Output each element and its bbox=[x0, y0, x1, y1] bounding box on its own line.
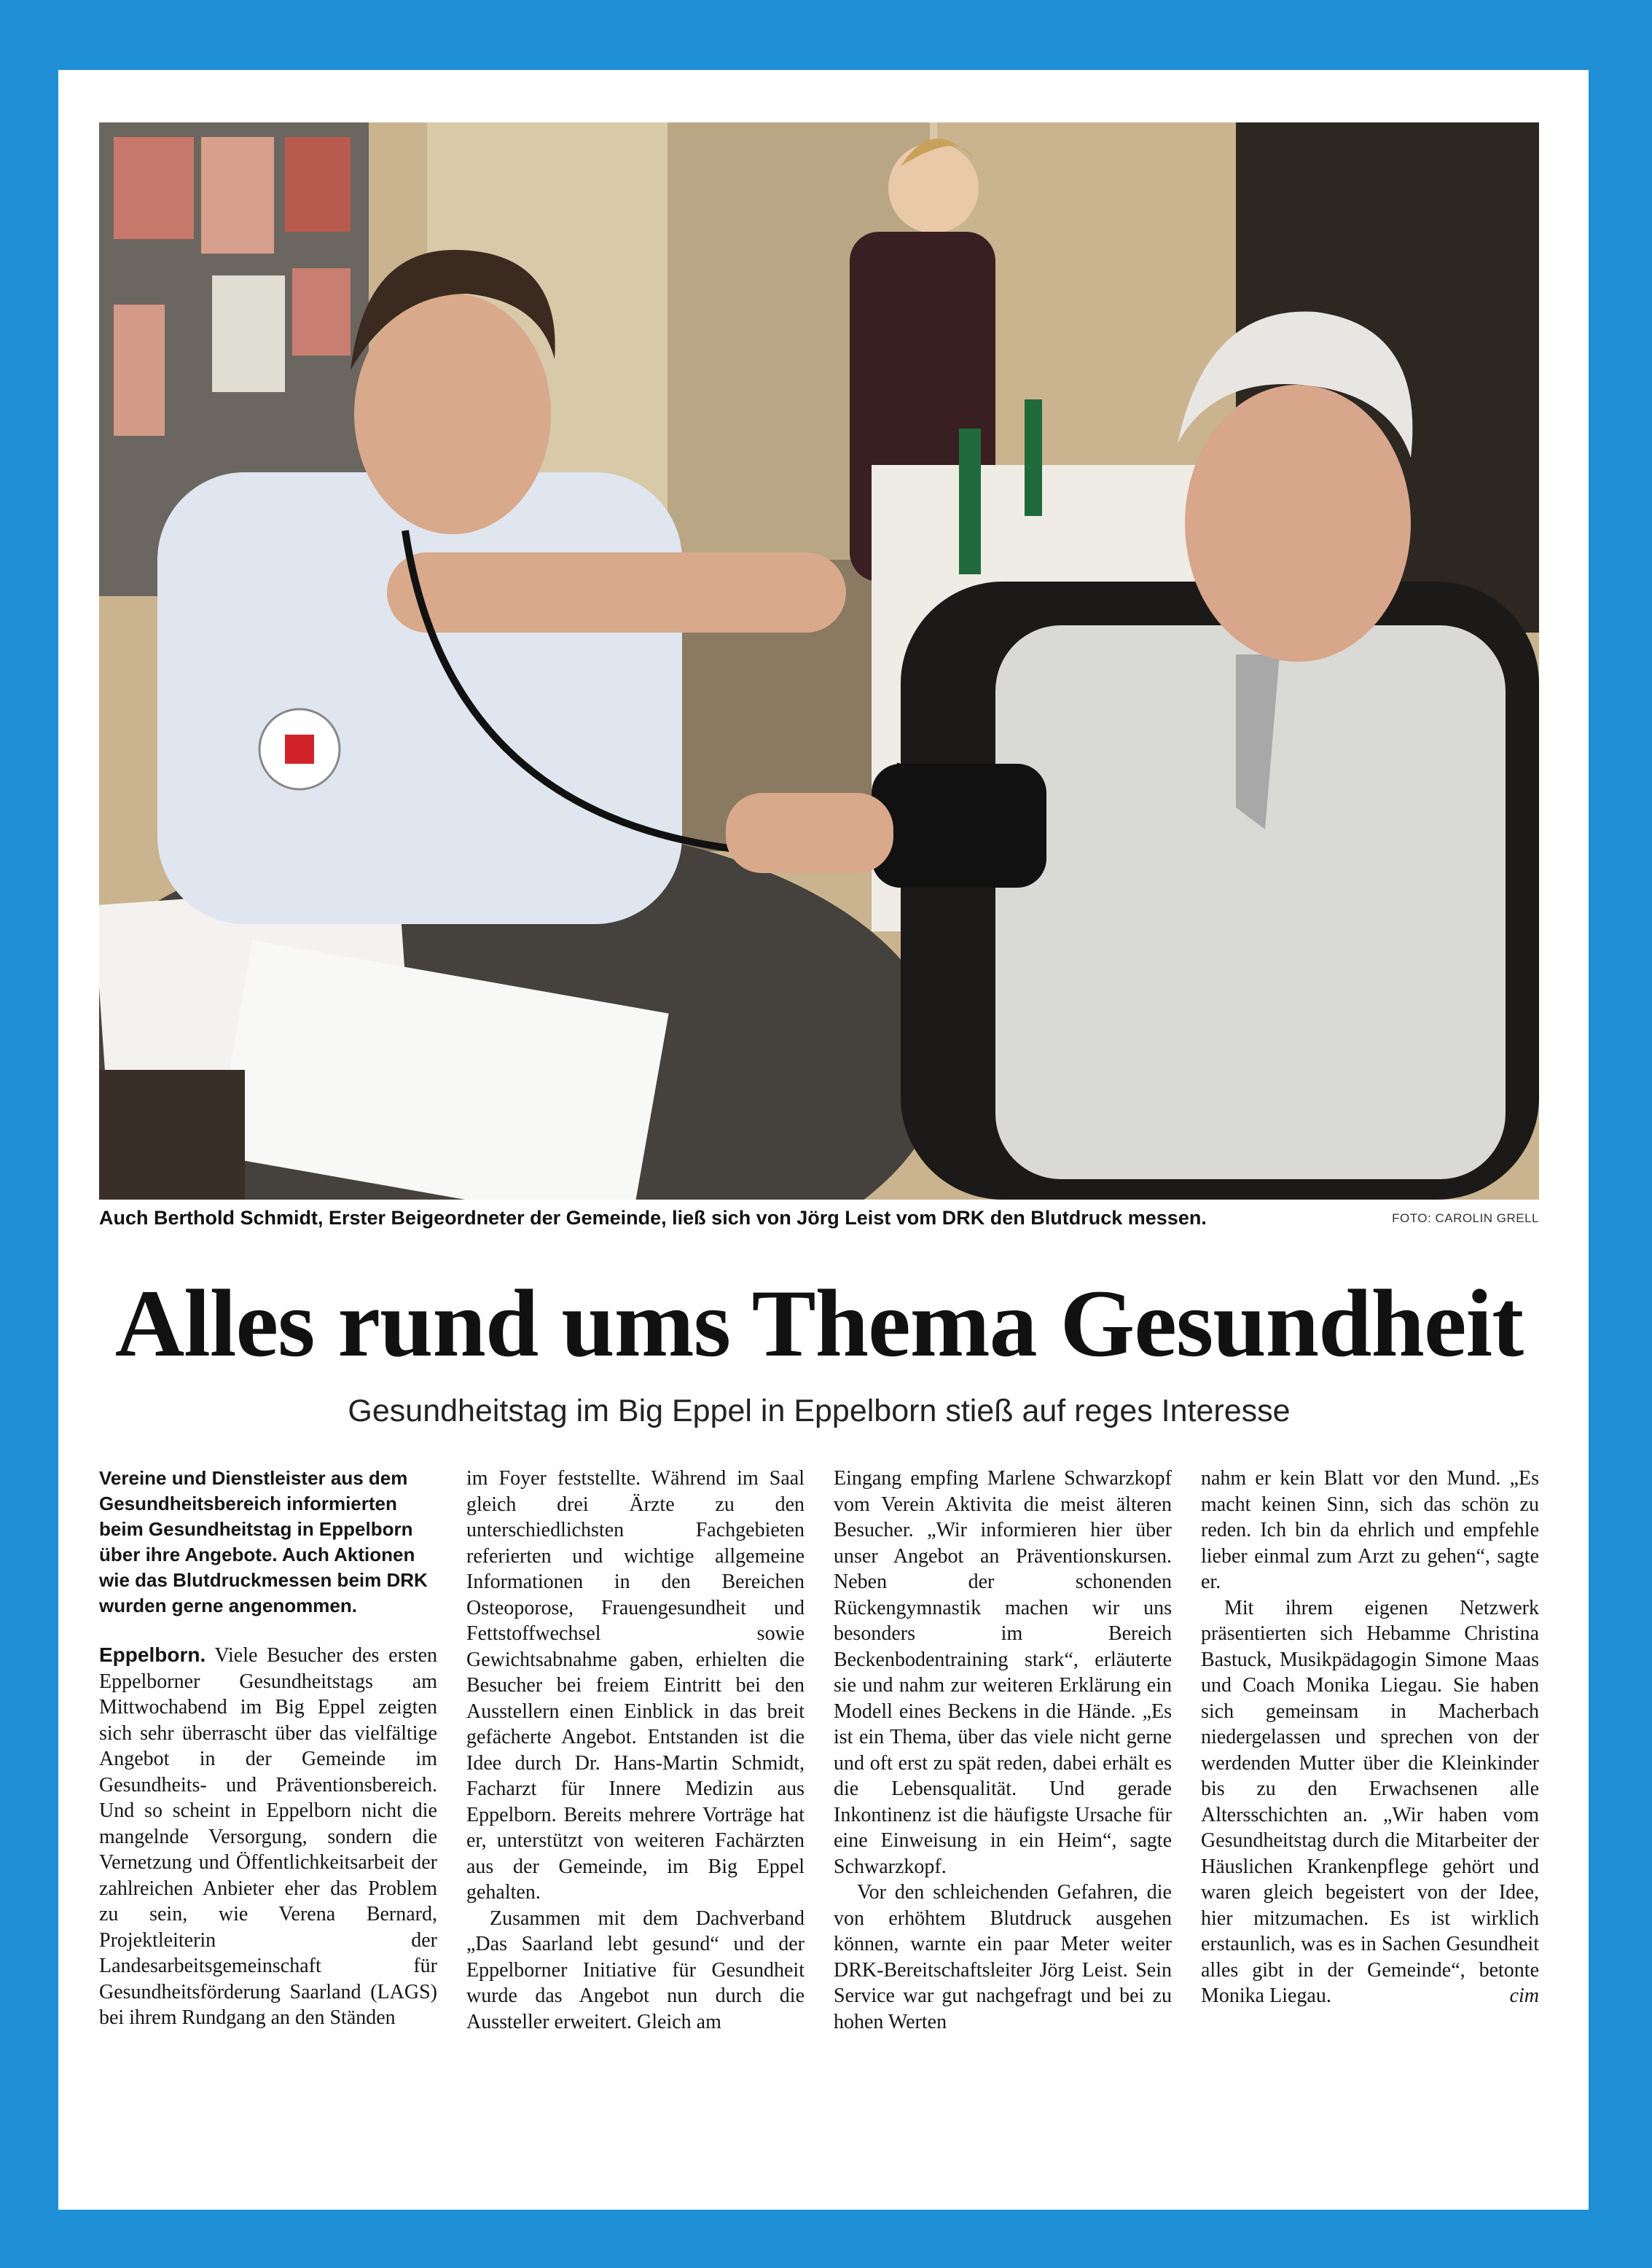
article-column-3 bbox=[834, 1466, 1172, 2187]
headline: Alles rund ums Thema Gesundheit bbox=[114, 1270, 1524, 1377]
article-lead: Vereine und Dienstleister aus dem Gesundheitsbereich informierten beim Gesundheitstag in Eppelborn über ihre Angebote. Auch Aktionen wie das Blutdruckmessen beim DRK wurden gerne angenommen. bbox=[99, 1467, 428, 1616]
photo-credit: FOTO: CAROLIN GRELL bbox=[1392, 1211, 1539, 1225]
article-paragraph: Vor den schleichenden Gefahren, die von erhöhtem Blutdruck ausgehen können, warnte ein paar Meter weiter DRK-Bereitschaftsleiter Jörg Leist. Sein Service war gut nachgefragt und bei zu hohen Werten bbox=[834, 1881, 1172, 2033]
subheadline: Gesundheitstag im Big Eppel in Eppelborn stieß auf reges Interesse bbox=[348, 1393, 1291, 1428]
article-paragraph bbox=[99, 1642, 437, 2031]
photo-caption bbox=[99, 1207, 1539, 1236]
article-text: Viele Besucher des ersten Eppelborner Gesundheitstags am Mittwochabend im Big Eppel zeigten sich sehr überrascht über das vielfältige Angebot in der Gemeinde im Gesundheits- und Präventionsbereich. Und so scheint in Eppelborn nicht die mangelnde Versorgung, sondern die Vernetzung und Öffentlichkeitsarbeit der zahlreichen Anbieter eher das Problem zu sein, wie Verena Bernard, Projektleiterin der Landesarbeitsgemeinschaft für Gesundheitsförderung Saarland (LAGS) bei ihrem Rundgang an den Ständen bbox=[99, 1644, 437, 2029]
article-column-2 bbox=[466, 1466, 805, 2187]
article-column-4 bbox=[1201, 1466, 1539, 2187]
article-photo bbox=[99, 122, 1539, 1200]
article-paragraph: Mit ihrem eigenen Netzwerk präsentierten sich Hebamme Christina Bastuck, Musikpädagogin Simone Maas und Coach Monika Liegau. Sie haben sich gemeinsam in Macherbach niedergelassen und sprechen von der werdenden Mutter über die Kleinkinder bis zu den Erwachsenen alle Altersschichten an. „Wir haben vom Gesundheitstag durch die Mitarbeiter der Häuslichen Krankenpflege gehört und waren gleich begeistert von der Idee, hier mitzumachen. Es ist wirklich erstaunlich, was es in Sachen Gesundheit alles gibt in der Gemeinde“, betonte Monika Liegau. bbox=[1201, 1596, 1539, 2007]
article-paragraph: Zusammen mit dem Dachverband „Das Saarland lebt gesund“ und der Eppelborner Initiative für Gesundheit wurde das Angebot nun durch die Aussteller erweitert. Gleich am bbox=[466, 1907, 805, 2033]
article-paragraph: im Foyer feststellte. Während im Saal gleich drei Ärzte zu den unterschiedlichsten Fachgebieten referierten und wichtige allgemeine Informationen in den Bereichen Osteoporose, Frauengesundheit und Fettstoffwechsel sowie Gewichtsabnahme gaben, erhielten die Besucher bei freiem Eintritt bei den Ausstellern einen Einblick in das breit gefächerte Angebot. Entstanden ist die Idee durch Dr. Hans-Martin Schmidt, Facharzt für Innere Medizin aus Eppelborn. Bereits mehrere Vorträge hat er, unterstützt von weiteren Fachärzten aus der Gemeinde, im Big Eppel gehalten. bbox=[466, 1467, 805, 1904]
article-column-1 bbox=[99, 1466, 437, 2187]
article-paragraph: nahm er kein Blatt vor den Mund. „Es macht keinen Sinn, sich das schön zu reden. Ich bin da ehrlich und empfehle lieber einmal zum Arzt zu gehen“, sagte er. bbox=[1201, 1467, 1539, 1593]
photo-blood-pressure-measurement-icon bbox=[99, 122, 1539, 1200]
article-paragraph: Eingang empfing Marlene Schwarzkopf vom Verein Aktivita die meist älteren Besucher. „Wir informieren hier über unser Angebot an Präventionskursen. Neben der schonenden Rückengymnastik machen wir uns besonders im Bereich Beckenbodentraining stark“, erläuterte sie und nahm zur weiteren Erklärung ein Modell eines Beckens in die Hände. „Es ist ein Thema, über das viele nicht gerne und oft erst zu spät reden, dabei erhält es die Lebensqualität. Und gerade Inkontinenz ist die häufigste Ursache für eine Einweisung in ein Heim“, sagte Schwarzkopf. bbox=[834, 1467, 1172, 1878]
article-body bbox=[99, 1466, 1539, 2187]
newspaper-page bbox=[58, 70, 1589, 2210]
author-initials: cim bbox=[1509, 1984, 1539, 2007]
dateline: Eppelborn. bbox=[99, 1643, 206, 1666]
caption-text: Auch Berthold Schmidt, Erster Beigeordneter der Gemeinde, ließ sich von Jörg Leist vom DRK den Blutdruck messen. bbox=[99, 1207, 1207, 1229]
